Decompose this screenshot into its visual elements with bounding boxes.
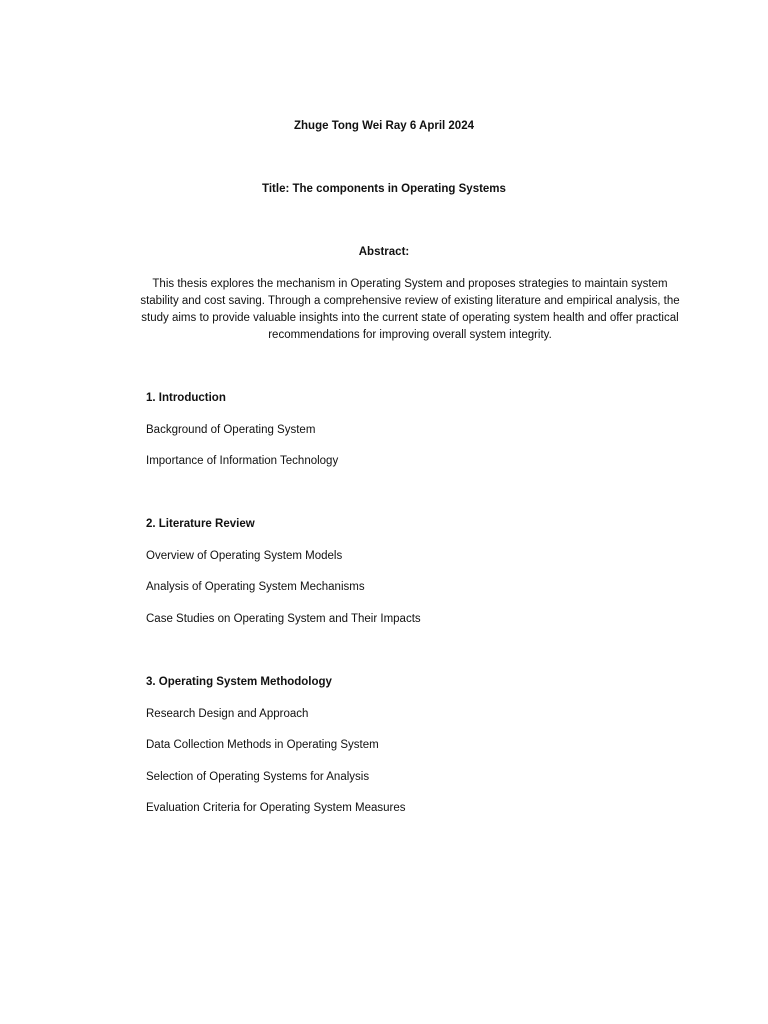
section-item: Research Design and Approach [146, 707, 309, 720]
section-item: Importance of Information Technology [146, 455, 339, 467]
section-item: Selection of Operating Systems for Analysis [146, 770, 370, 783]
document-title: Title: The components in Operating Systems [262, 183, 506, 195]
section-item: Analysis of Operating System Mechanisms [146, 581, 365, 593]
section-introduction [146, 390, 706, 485]
section-literature-review [146, 516, 706, 642]
section-item: Background of Operating System [146, 423, 316, 436]
section-heading: 3. Operating System Methodology [146, 676, 332, 688]
abstract-heading: Abstract: [358, 246, 410, 258]
abstract-paragraph: This thesis explores the mechanism in Operating System and proposes strategies to maintain system stability and cost saving. Through a comprehensive review of existing literature and empirical analysis, the study aims to provide valuable insights into the current state of operating system health and offer practical recommendations for improving overall system integrity. [140, 278, 680, 341]
section-item: Evaluation Criteria for Operating System Measures [146, 802, 406, 814]
section-item: Overview of Operating System Models [146, 549, 343, 562]
section-methodology [146, 674, 706, 832]
section-heading: 2. Literature Review [146, 518, 255, 530]
section-item: Case Studies on Operating System and Their Impacts [146, 612, 421, 625]
section-heading: 1. Introduction [146, 392, 226, 404]
section-item: Data Collection Methods in Operating System [146, 739, 379, 751]
author-date-line: Zhuge Tong Wei Ray 6 April 2024 [294, 120, 474, 132]
